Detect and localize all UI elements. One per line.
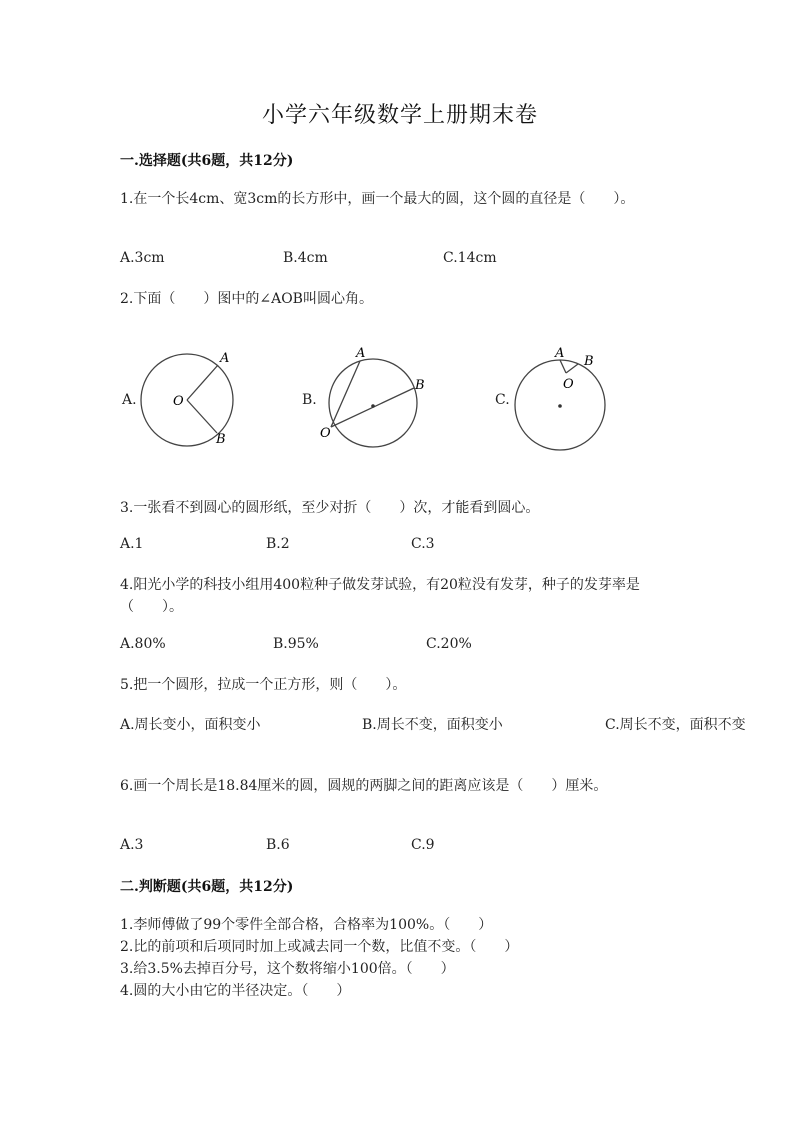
q3-option-b: B.2: [266, 536, 290, 552]
q6-option-c: C.9: [411, 837, 435, 853]
question-6: 6.画一个周长是18.84厘米的圆，圆规的两脚之间的距离应该是（ ）厘米。: [120, 778, 608, 794]
figure-c-center-dot: [558, 404, 562, 408]
q3-option-a: A.1: [120, 536, 144, 552]
figure-c-point-a: A: [555, 346, 565, 361]
page-title: 小学六年级数学上册期末卷: [261, 103, 538, 128]
tf-item-1: 1.李师傅做了99个零件全部合格，合格率为100%。（ ）: [120, 917, 493, 933]
figure-c-label: C.: [495, 392, 510, 408]
figure-a-point-b: B: [216, 432, 226, 447]
section-heading-true-false: 二.判断题(共6题，共12分): [120, 879, 294, 895]
q5-option-a: A.周长变小，面积变小: [120, 717, 261, 733]
section-heading-choice: 一.选择题(共6题，共12分): [120, 153, 294, 169]
figure-b-center-dot: [371, 404, 375, 408]
figure-b-point-a: A: [356, 346, 366, 361]
tf-item-4: 4.圆的大小由它的半径决定。（ ）: [120, 983, 351, 999]
figure-c-line-oa: [560, 360, 566, 373]
tf-item-2: 2.比的前项和后项同时加上或减去同一个数，比值不变。（ ）: [120, 939, 519, 955]
q6-option-b: B.6: [266, 837, 290, 853]
figure-c-point-b: B: [584, 354, 594, 369]
q5-option-c: C.周长不变，面积不变: [605, 717, 746, 733]
q4-option-b: B.95%: [273, 636, 319, 652]
figure-a-point-o: O: [173, 394, 184, 409]
q1-option-c: C.14cm: [443, 250, 497, 266]
q1-option-b: B.4cm: [283, 250, 328, 266]
figure-a-point-a: A: [220, 351, 230, 366]
question-1: 1.在一个长4cm、宽3cm的长方形中，画一个最大的圆，这个圆的直径是（ ）。: [120, 191, 635, 207]
question-3: 3.一张看不到圆心的圆形纸，至少对折（ ）次，才能看到圆心。: [120, 500, 540, 516]
figure-b-chord-oa: [331, 361, 360, 427]
question-4: 4.阳光小学的科技小组用400粒种子做发芽试验，有20粒没有发芽，种子的发芽率是（ ）。: [120, 577, 640, 615]
figure-c-point-o: O: [563, 377, 574, 392]
question-5: 5.把一个圆形，拉成一个正方形，则（ ）。: [120, 677, 407, 693]
figure-c-circle-diagram: [510, 343, 615, 453]
tf-item-3: 3.给3.5%去掉百分号，这个数将缩小100倍。（ ）: [120, 961, 455, 977]
figure-b-point-b: B: [415, 378, 425, 393]
figure-b-circle-diagram: [318, 343, 433, 453]
q4-option-c: C.20%: [426, 636, 472, 652]
figure-b-point-o: O: [320, 426, 331, 441]
q5-option-b: B.周长不变，面积变小: [362, 717, 503, 733]
q6-option-a: A.3: [120, 837, 144, 853]
question-2: 2.下面（ ）图中的∠AOB叫圆心角。: [120, 291, 373, 307]
figure-c-line-ob: [566, 364, 578, 373]
figure-b-label: B.: [302, 392, 317, 408]
figure-a-radius-ob: [187, 400, 217, 433]
figure-a-radius-oa: [187, 365, 218, 400]
q4-option-a: A.80%: [120, 636, 166, 652]
q3-option-c: C.3: [411, 536, 435, 552]
figure-a-label: A.: [122, 392, 137, 408]
q1-option-a: A.3cm: [120, 250, 165, 266]
figure-a-circle-diagram: [140, 345, 250, 455]
